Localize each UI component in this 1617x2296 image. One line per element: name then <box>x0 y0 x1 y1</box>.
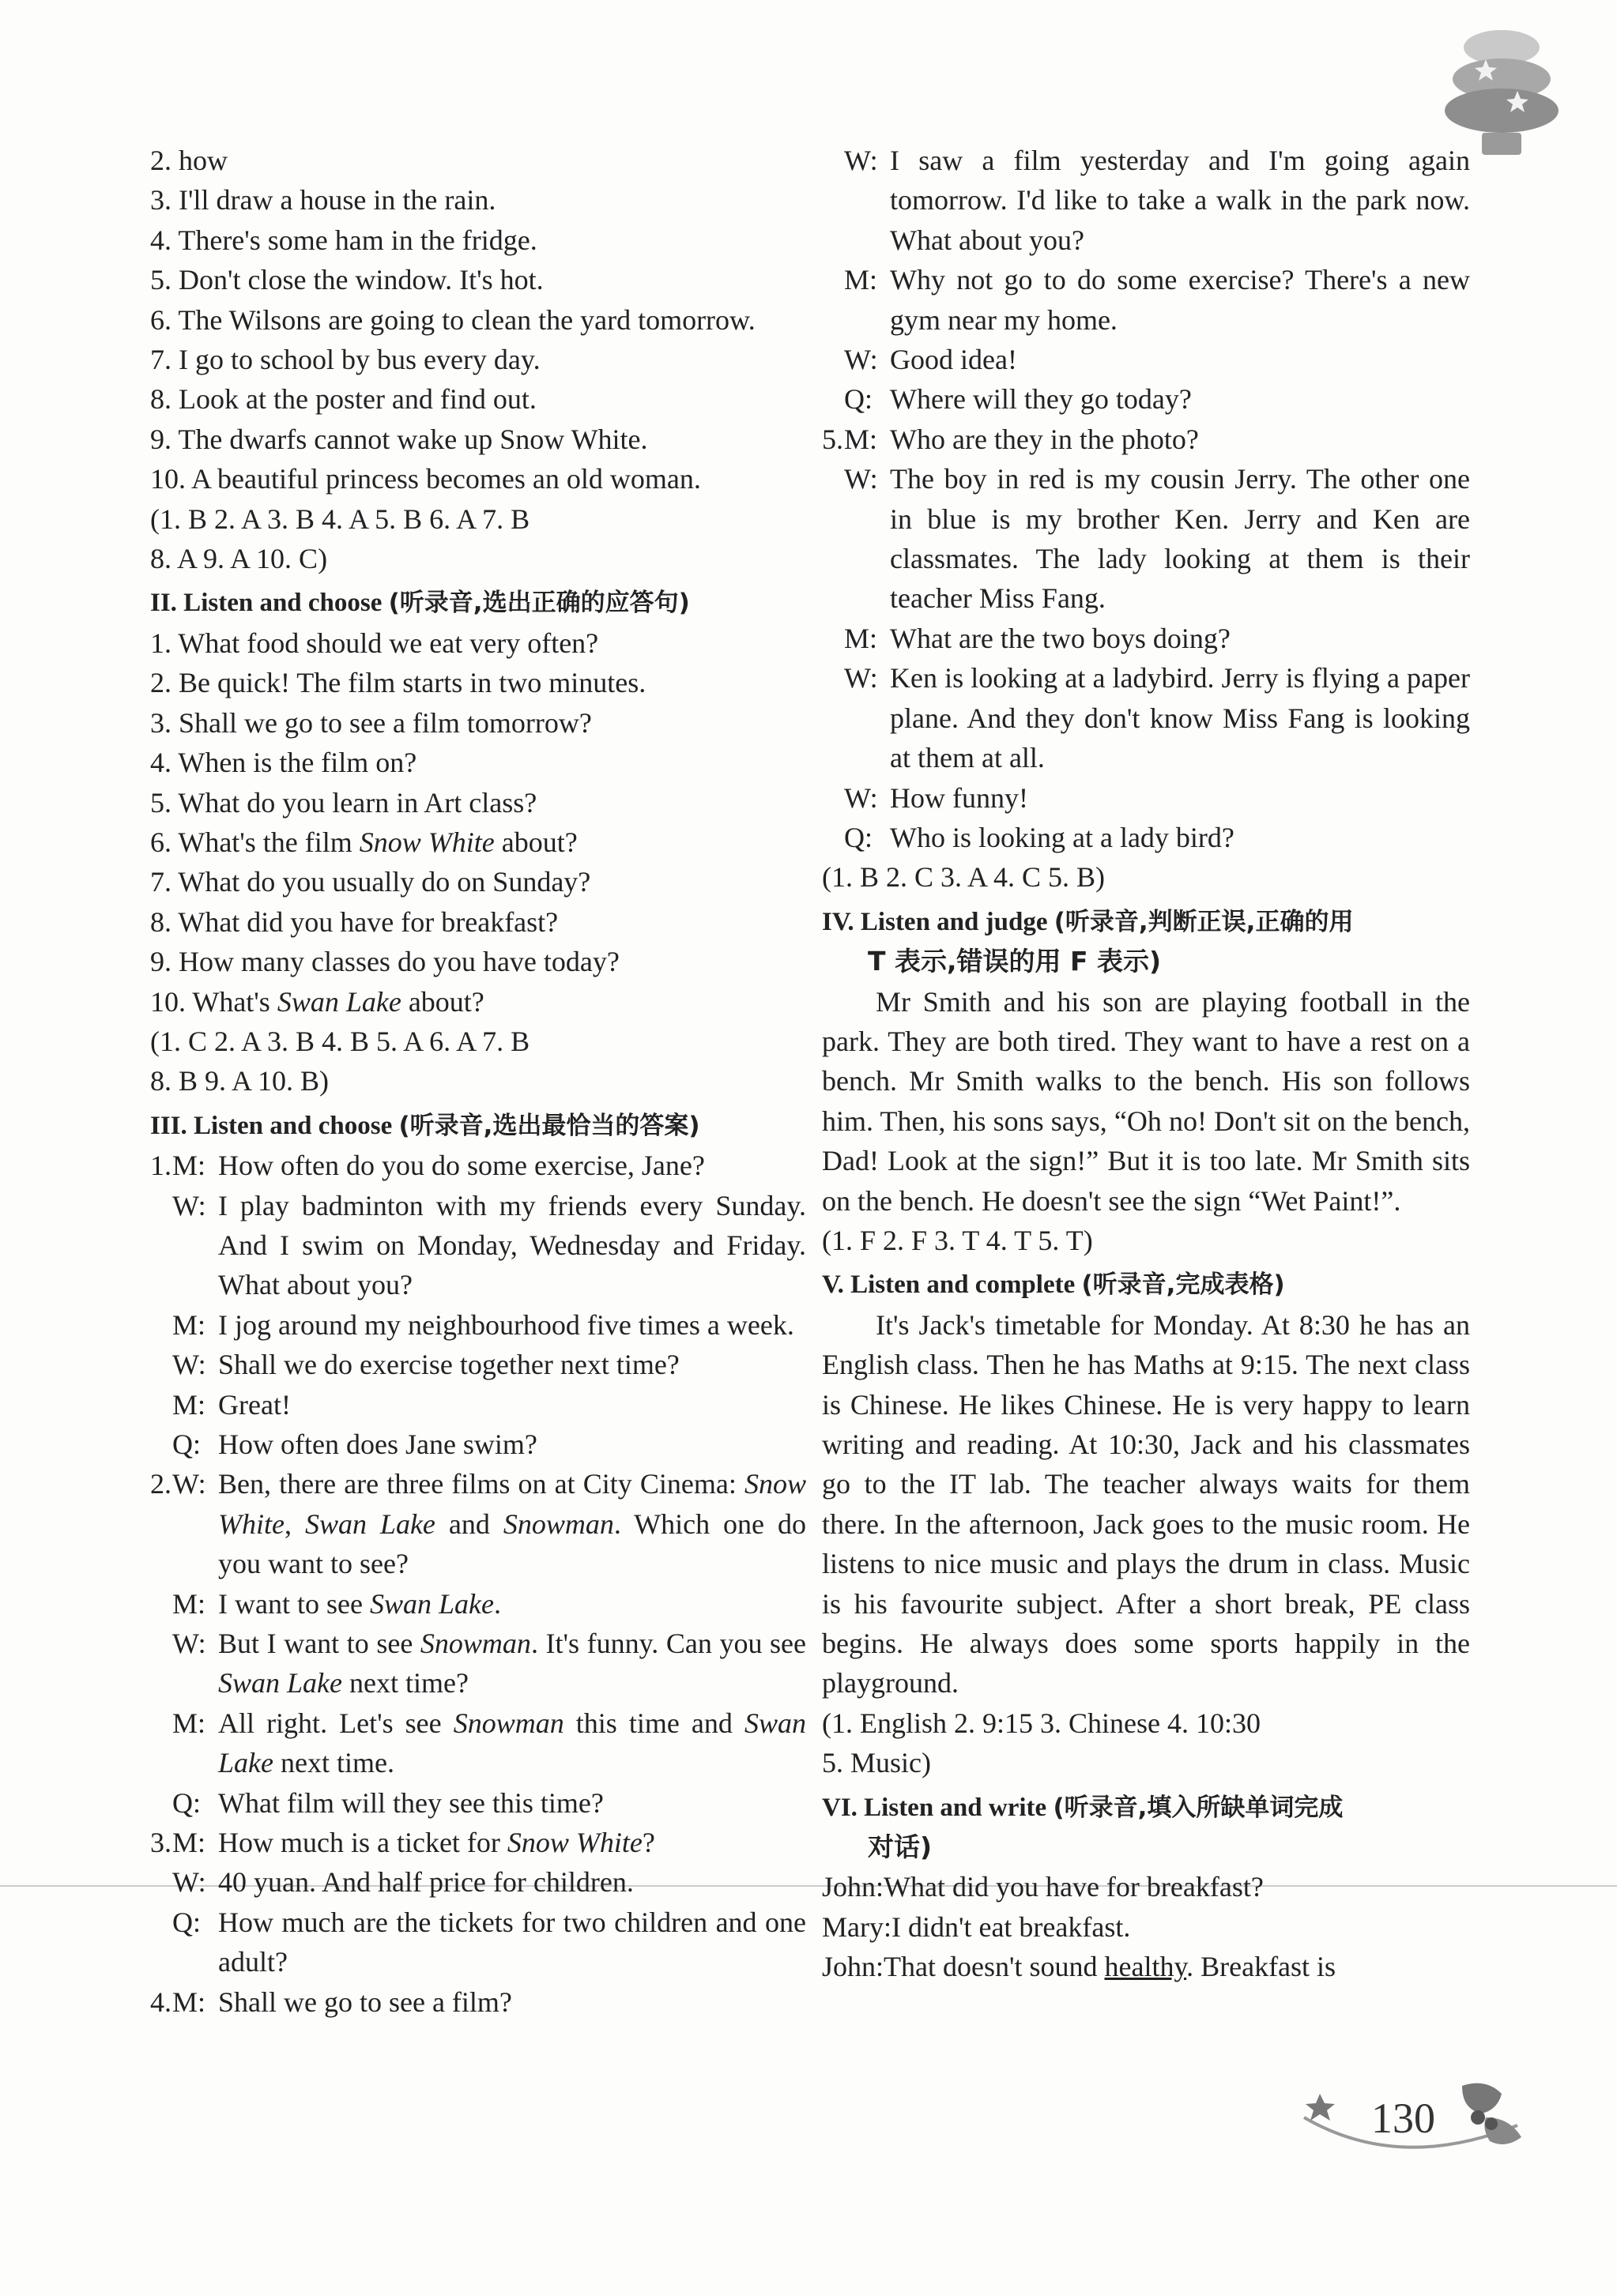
speaker: W: <box>172 1628 206 1660</box>
passage: It's Jack's timetable for Monday. At 8:30 he has an English class. Then he has Maths at 9:15. The next class is Chinese. He likes Chinese. He is very happy to learn writing and reading. At 10:30, Jack and his classmates go to the IT lab. The teacher always waits for them there. In the afternoon, Jack goes to the music room. He listens to nice music and plays the drum in class. Music is his favourite subject. After a short break, PE class begins. He always does some sports happily in the playground. <box>822 1308 1470 1699</box>
list-item: 3. Shall we go to see a film tomorrow? <box>150 706 592 739</box>
list-item: 5. What do you learn in Art class? <box>150 786 537 819</box>
list-item: 4. When is the film on? <box>150 747 417 779</box>
section-3-heading <box>150 1106 806 1146</box>
item-number: 2. <box>150 1468 172 1500</box>
dialogue-4 <box>150 1982 806 2022</box>
list-item: 9. How many classes do you have today? <box>150 946 620 978</box>
speaker: W: <box>844 781 878 814</box>
speaker: M: <box>172 1388 206 1421</box>
list-item: 10. A beautiful princess becomes an old woman. <box>150 463 701 495</box>
right-column <box>822 141 1470 1987</box>
dialogue-line: Mary:I didn't eat breakfast. <box>822 1910 1131 1943</box>
speaker: W: <box>844 463 878 495</box>
dialogue-line: How often do you do some exercise, Jane? <box>218 1150 705 1182</box>
speaker: W: <box>844 662 878 694</box>
dialogue-line: How much is a ticket for Snow White? <box>218 1827 655 1859</box>
speaker: M: <box>172 1587 206 1620</box>
answer-key: (1. F 2. F 3. T 4. T 5. T) <box>822 1224 1093 1256</box>
list-item: 5. Don't close the window. It's hot. <box>150 264 544 296</box>
heading-title: II. Listen and choose <box>150 589 383 618</box>
heading-chinese: (听录音,填入所缺单词完成 <box>1053 1793 1344 1822</box>
dialogue-line: Where will they go today? <box>890 383 1192 416</box>
speaker: Mary: <box>822 1910 891 1943</box>
list-item: 9. The dwarfs cannot wake up Snow White. <box>150 423 648 455</box>
dialogue-line: Ken is looking at a ladybird. Jerry is flying a paper plane. And they don't know Miss Fang is looking at them at all. <box>890 662 1470 774</box>
dialogue-line: Good idea! <box>890 344 1017 376</box>
speaker: M: <box>844 423 878 455</box>
speaker: W: <box>844 344 878 376</box>
dialogue-line: I want to see Swan Lake. <box>218 1587 501 1620</box>
speaker: M: <box>172 1707 206 1739</box>
heading-title: VI. Listen and write <box>822 1793 1047 1822</box>
section-4-heading-cont: T 表示,错误的用 F 表示) <box>868 946 1162 977</box>
list-item: 7. What do you usually do on Sunday? <box>150 866 591 898</box>
answer-key: (1. C 2. A 3. B 4. B 5. A 6. A 7. B <box>150 1025 530 1057</box>
dialogue-line: Why not go to do some exercise? There's a new gym near my home. <box>890 264 1470 336</box>
list-item: 8. What did you have for breakfast? <box>150 905 559 938</box>
section-6-heading-cont: 对话) <box>868 1831 933 1863</box>
dialogue-2 <box>150 1464 806 1823</box>
list-item: 6. The Wilsons are going to clean the yard tomorrow. <box>150 303 756 336</box>
dialogue-line: But I want to see Snowman. It's funny. Can you see Swan Lake next time? <box>218 1628 806 1699</box>
list-item: 1. What food should we eat very often? <box>150 627 599 659</box>
speaker: John: <box>822 1951 884 1983</box>
dialogue-line: How much are the tickets for two children and one adult? <box>218 1906 806 1978</box>
speaker: M: <box>844 622 878 654</box>
tree-decoration-icon <box>1438 16 1565 158</box>
dialogue-line: Who is looking at a lady bird? <box>890 821 1234 853</box>
dialogue-4-continued <box>822 141 1470 420</box>
list-item: 3. I'll draw a house in the rain. <box>150 184 496 216</box>
heading-chinese: (听录音,选出最恰当的答案) <box>398 1111 700 1140</box>
dialogue-3 <box>150 1823 806 1982</box>
dialogue-line: How often does Jane swim? <box>218 1428 537 1460</box>
speaker: Q: <box>844 383 873 416</box>
speaker: Q: <box>172 1906 201 1938</box>
list-item: 2. Be quick! The film starts in two minutes. <box>150 667 646 699</box>
list-item: 2. how <box>150 145 228 176</box>
dialogue-line: The boy in red is my cousin Jerry. The other one in blue is my brother Ken. Jerry and Ken are classmates. The lady looking at them is their teacher Miss Fang. <box>890 463 1470 615</box>
answer-key: 5. Music) <box>822 1747 931 1779</box>
speaker: W: <box>172 1189 206 1221</box>
dialogue-line: I play badminton with my friends every Sunday. And I swim on Monday, Wednesday and Friday. What about you? <box>218 1189 806 1301</box>
dialogue-line: I jog around my neighbourhood five times a week. <box>218 1308 794 1341</box>
dialogue-line: Who are they in the photo? <box>890 423 1199 455</box>
answer-key: (1. B 2. C 3. A 4. C 5. B) <box>822 861 1106 894</box>
answer-key: (1. English 2. 9:15 3. Chinese 4. 10:30 <box>822 1707 1261 1739</box>
list-item: 7. I go to school by bus every day. <box>150 344 541 376</box>
list-item: 6. What's the film Snow White about? <box>150 826 578 858</box>
answer-key: 8. A 9. A 10. C) <box>150 543 328 575</box>
section-6-heading <box>822 1788 1470 1827</box>
item-number: 5. <box>822 423 843 455</box>
dialogue-5 <box>822 420 1470 857</box>
item-number: 4. <box>150 1985 172 2018</box>
dialogue-line: 40 yuan. And half price for children. <box>218 1866 634 1899</box>
dialogue-line: All right. Let's see Snowman this time and Swan Lake next time. <box>218 1707 806 1779</box>
list-item: 10. What's Swan Lake about? <box>150 985 484 1018</box>
item-number: 1. <box>150 1150 172 1182</box>
dialogue-line: John:That doesn't sound healthy. Breakfast is <box>822 1951 1336 1983</box>
speaker: M: <box>172 1150 206 1182</box>
heading-title: V. Listen and complete <box>822 1270 1076 1300</box>
dialogue-1 <box>150 1146 806 1464</box>
passage: Mr Smith and his son are playing football in the park. They are both tired. They want to have a rest on a bench. Mr Smith walks to the bench. His son follows him. Then, his sons says, “Oh no! Don't sit on the bench, Dad! Look at the sign!” But it is too late. Mr Smith sits on the bench. He doesn't see the sign “Wet Paint!”. <box>822 985 1470 1217</box>
speaker: W: <box>172 1349 206 1381</box>
dialogue-line: Shall we go to see a film? <box>218 1985 512 2018</box>
heading-chinese: (听录音,判断正误,正确的用 <box>1054 907 1354 936</box>
section-5-heading <box>822 1265 1470 1304</box>
answer-key: 8. B 9. A 10. B) <box>150 1065 330 1097</box>
page-number: 130 <box>1371 2095 1435 2142</box>
section-2-heading <box>150 583 806 623</box>
dialogue-line: Shall we do exercise together next time? <box>218 1349 680 1381</box>
speaker: M: <box>172 1308 206 1341</box>
heading-chinese: (听录音,选出正确的应答句) <box>388 589 690 618</box>
section-1-list <box>150 141 806 578</box>
dialogue-line: How funny! <box>890 781 1028 814</box>
speaker: M: <box>172 1985 206 2018</box>
speaker: W: <box>172 1468 206 1500</box>
dialogue-line: Ben, there are three films on at City Cinema: Snow White, Swan Lake and Snowman. Which one do you want to see? <box>218 1468 806 1580</box>
left-column <box>150 141 806 2022</box>
section-4-heading <box>822 902 1470 942</box>
dialogue-line: What film will they see this time? <box>218 1786 604 1819</box>
speaker: W: <box>172 1866 206 1899</box>
item-number: 3. <box>150 1827 172 1859</box>
heading-title: IV. Listen and judge <box>822 907 1048 936</box>
dialogue-line: I saw a film yesterday and I'm going again tomorrow. I'd like to take a walk in the park now. What about you? <box>890 145 1470 256</box>
speaker: John: <box>822 1871 884 1903</box>
dialogue-line: Great! <box>218 1388 291 1421</box>
speaker: M: <box>844 264 878 296</box>
answer-key: (1. B 2. A 3. B 4. A 5. B 6. A 7. B <box>150 502 530 535</box>
dialogue-line: John:What did you have for breakfast? <box>822 1871 1264 1903</box>
section-2-list <box>150 623 806 1101</box>
list-item: 4. There's some ham in the fridge. <box>150 224 537 256</box>
speaker: W: <box>844 145 878 176</box>
speaker: M: <box>172 1827 206 1859</box>
heading-chinese: (听录音,完成表格) <box>1081 1270 1285 1300</box>
speaker: Q: <box>172 1428 201 1460</box>
speaker: Q: <box>844 821 873 853</box>
speaker: Q: <box>172 1786 201 1819</box>
list-item: 8. Look at the poster and find out. <box>150 383 537 416</box>
dialogue-line: What are the two boys doing? <box>890 622 1231 654</box>
heading-title: III. Listen and choose <box>150 1111 393 1140</box>
answer-word: healthy <box>1104 1951 1187 1983</box>
